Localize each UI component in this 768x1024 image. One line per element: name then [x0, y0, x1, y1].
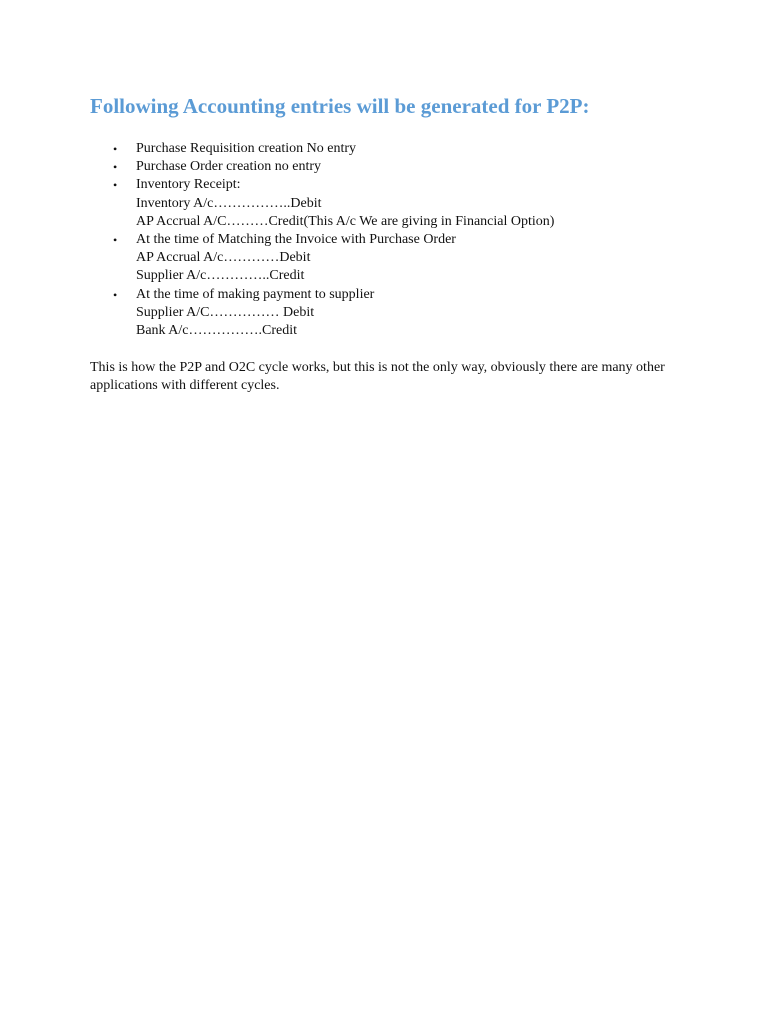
ledger-entry-line: Supplier A/C…………… Debit — [136, 304, 315, 320]
list-item — [113, 286, 554, 341]
ledger-entry-line: Bank A/c…………….Credit — [136, 323, 297, 339]
ledger-entry-line: AP Accrual A/c…………Debit — [136, 250, 311, 266]
list-item — [113, 176, 555, 231]
list-item — [113, 140, 554, 158]
page-heading: Following Accounting entries will be generated for P2P: — [90, 94, 590, 118]
list-item — [113, 158, 554, 176]
closing-paragraph: This is how the P2P and O2C cycle works, but this is not the only way, obviously there are many other applications with different cycles. — [90, 360, 665, 394]
list-item — [113, 231, 554, 286]
bullet-icon: • — [113, 287, 118, 302]
ledger-entry-line: AP Accrual A/C………Credit(This A/c We are giving in Financial Option) — [136, 213, 555, 229]
bullet-icon: • — [113, 160, 118, 175]
ledger-entry-line: Supplier A/c…………..Credit — [136, 268, 305, 284]
bullet-icon: • — [113, 233, 118, 248]
list-item-title: Purchase Order creation no entry — [136, 159, 322, 175]
accounting-entries-list — [113, 140, 555, 340]
list-item-title: Purchase Requisition creation No entry — [136, 141, 357, 156]
list-item-title: Inventory Receipt: — [136, 177, 241, 193]
list-item-title: At the time of making payment to supplier — [136, 286, 375, 302]
bullet-icon: • — [113, 178, 118, 193]
list-item-title: At the time of Matching the Invoice with Purchase Order — [136, 232, 456, 248]
ledger-entry-line: Inventory A/c……………..Debit — [136, 195, 322, 211]
bullet-icon: • — [113, 142, 118, 156]
